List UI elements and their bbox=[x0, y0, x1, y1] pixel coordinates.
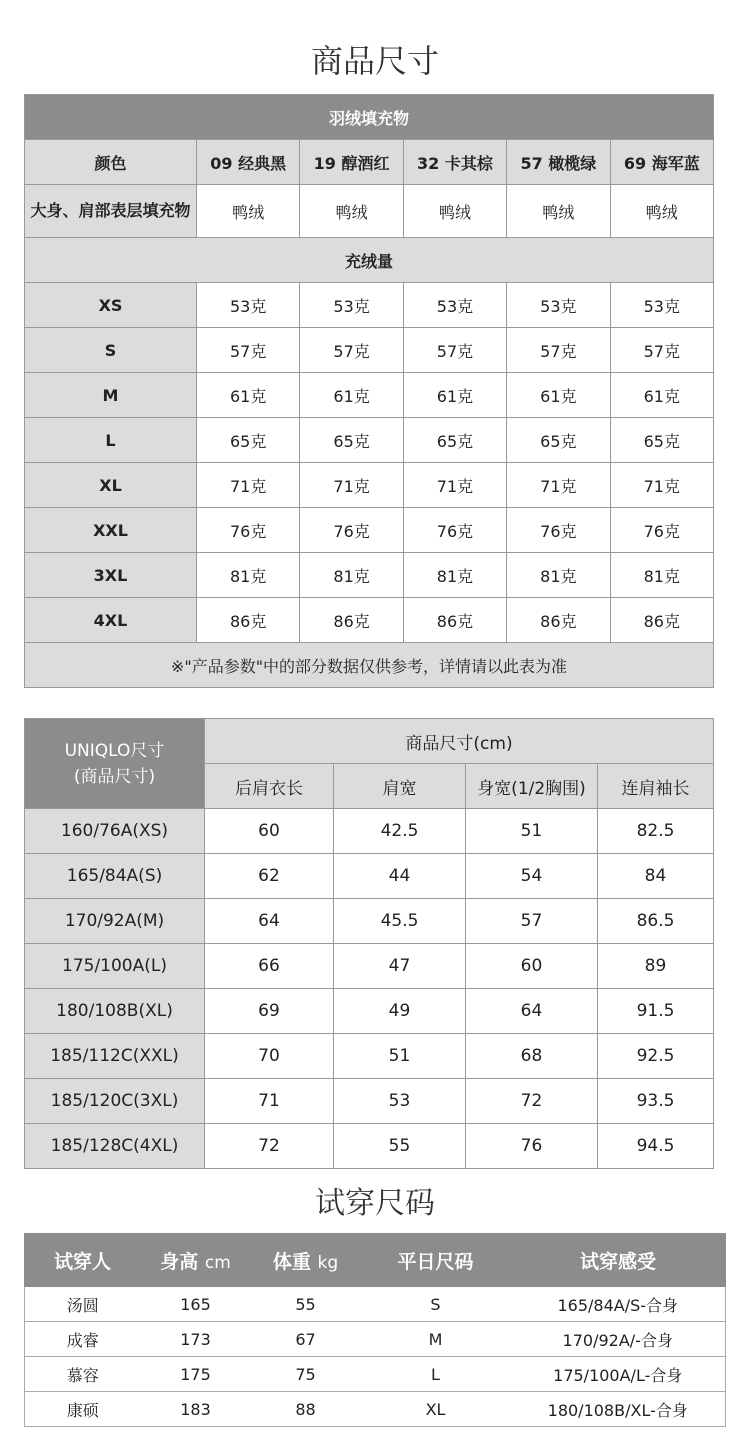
tester-name: 汤圆 bbox=[25, 1287, 141, 1322]
measure-cell: 49 bbox=[334, 989, 466, 1034]
measure-cell: 64 bbox=[205, 899, 334, 944]
fit-header bbox=[251, 1234, 361, 1287]
header-unit: cm bbox=[204, 1252, 231, 1273]
amount-cell: 53克 bbox=[403, 283, 506, 328]
column-header: 连肩袖长 bbox=[598, 764, 714, 809]
header-label: 体重 bbox=[272, 1250, 311, 1273]
height-cell: 173 bbox=[141, 1322, 251, 1357]
measure-cell: 51 bbox=[466, 809, 598, 854]
measure-cell: 44 bbox=[334, 854, 466, 899]
amount-cell: 71克 bbox=[507, 463, 610, 508]
amount-cell: 86克 bbox=[300, 598, 403, 643]
header-unit: kg bbox=[317, 1252, 339, 1273]
size-label: S bbox=[25, 328, 197, 373]
fill-row bbox=[25, 185, 714, 238]
amount-cell: 86克 bbox=[610, 598, 713, 643]
table-row bbox=[25, 508, 714, 553]
size-label: 175/100A(L) bbox=[25, 944, 205, 989]
fit-section-title: 试穿尺码 bbox=[315, 1186, 435, 1221]
height-cell: 165 bbox=[141, 1287, 251, 1322]
size-label: XS bbox=[25, 283, 197, 328]
measure-cell: 86.5 bbox=[598, 899, 714, 944]
color-cell: 69 海军蓝 bbox=[610, 140, 713, 185]
measure-cell: 55 bbox=[334, 1124, 466, 1169]
weight-cell: 55 bbox=[251, 1287, 361, 1322]
size-label: M bbox=[25, 373, 197, 418]
height-cell: 183 bbox=[141, 1392, 251, 1427]
size-group-header: 商品尺寸(cm) bbox=[205, 719, 714, 764]
column-header: 后肩衣长 bbox=[205, 764, 334, 809]
fill-cell: 鸭绒 bbox=[610, 185, 713, 238]
measure-cell: 72 bbox=[466, 1079, 598, 1124]
fill-cell: 鸭绒 bbox=[300, 185, 403, 238]
size-label: 180/108B(XL) bbox=[25, 989, 205, 1034]
amount-cell: 65克 bbox=[403, 418, 506, 463]
measure-cell: 84 bbox=[598, 854, 714, 899]
amount-cell: 81克 bbox=[507, 553, 610, 598]
size-label: 165/84A(S) bbox=[25, 854, 205, 899]
amount-cell: 76克 bbox=[610, 508, 713, 553]
corner-line-2: (商品尺寸) bbox=[73, 766, 156, 787]
size-label: XXL bbox=[25, 508, 197, 553]
color-row bbox=[25, 140, 714, 185]
amount-cell: 61克 bbox=[610, 373, 713, 418]
weight-cell: 67 bbox=[251, 1322, 361, 1357]
amount-cell: 53克 bbox=[507, 283, 610, 328]
tester-name: 康硕 bbox=[25, 1392, 141, 1427]
usual-size-cell: XL bbox=[361, 1392, 511, 1427]
amount-cell: 86克 bbox=[403, 598, 506, 643]
color-cell: 32 卡其棕 bbox=[403, 140, 506, 185]
table-row bbox=[25, 1079, 714, 1124]
amount-cell: 53克 bbox=[300, 283, 403, 328]
size-label: XL bbox=[25, 463, 197, 508]
measure-cell: 70 bbox=[205, 1034, 334, 1079]
fit-header bbox=[361, 1234, 511, 1287]
header-label: 身高 bbox=[160, 1250, 199, 1273]
down-fill-table bbox=[24, 94, 714, 688]
amount-cell: 53克 bbox=[197, 283, 300, 328]
weight-cell: 88 bbox=[251, 1392, 361, 1427]
table-row bbox=[25, 1357, 726, 1392]
measure-cell: 91.5 bbox=[598, 989, 714, 1034]
amount-cell: 61克 bbox=[300, 373, 403, 418]
amount-cell: 57克 bbox=[403, 328, 506, 373]
size-label: 185/112C(XXL) bbox=[25, 1034, 205, 1079]
amount-cell: 81克 bbox=[300, 553, 403, 598]
measure-cell: 45.5 bbox=[334, 899, 466, 944]
amount-header-row bbox=[25, 238, 714, 283]
measure-cell: 57 bbox=[466, 899, 598, 944]
measure-cell: 53 bbox=[334, 1079, 466, 1124]
size-label: 3XL bbox=[25, 553, 197, 598]
color-label: 颜色 bbox=[25, 140, 197, 185]
weight-cell: 75 bbox=[251, 1357, 361, 1392]
table-row bbox=[25, 283, 714, 328]
measure-cell: 64 bbox=[466, 989, 598, 1034]
table-row bbox=[25, 1034, 714, 1079]
table-row bbox=[25, 989, 714, 1034]
fit-header bbox=[141, 1234, 251, 1287]
usual-size-cell: S bbox=[361, 1287, 511, 1322]
measure-cell: 82.5 bbox=[598, 809, 714, 854]
measure-cell: 69 bbox=[205, 989, 334, 1034]
size-label: L bbox=[25, 418, 197, 463]
amount-cell: 61克 bbox=[507, 373, 610, 418]
size-label: 4XL bbox=[25, 598, 197, 643]
amount-cell: 57克 bbox=[507, 328, 610, 373]
measure-cell: 76 bbox=[466, 1124, 598, 1169]
measure-cell: 94.5 bbox=[598, 1124, 714, 1169]
table-row bbox=[25, 809, 714, 854]
table-row bbox=[25, 1322, 726, 1357]
tester-name: 慕容 bbox=[25, 1357, 141, 1392]
measure-cell: 60 bbox=[466, 944, 598, 989]
amount-cell: 61克 bbox=[403, 373, 506, 418]
measure-cell: 93.5 bbox=[598, 1079, 714, 1124]
table-row bbox=[25, 418, 714, 463]
amount-cell: 53克 bbox=[610, 283, 713, 328]
amount-cell: 57克 bbox=[197, 328, 300, 373]
amount-cell: 57克 bbox=[300, 328, 403, 373]
table-row bbox=[25, 373, 714, 418]
size-label: 160/76A(XS) bbox=[25, 809, 205, 854]
fill-cell: 鸭绒 bbox=[507, 185, 610, 238]
column-header: 肩宽 bbox=[334, 764, 466, 809]
measure-cell: 54 bbox=[466, 854, 598, 899]
fit-header-row bbox=[25, 1234, 726, 1287]
amount-cell: 76克 bbox=[403, 508, 506, 553]
size-label: 185/128C(4XL) bbox=[25, 1124, 205, 1169]
measure-cell: 68 bbox=[466, 1034, 598, 1079]
color-cell: 57 橄榄绿 bbox=[507, 140, 610, 185]
size-label: 185/120C(3XL) bbox=[25, 1079, 205, 1124]
measure-cell: 66 bbox=[205, 944, 334, 989]
fill-cell: 鸭绒 bbox=[197, 185, 300, 238]
amount-cell: 76克 bbox=[300, 508, 403, 553]
fill-label: 大身、肩部表层填充物 bbox=[25, 185, 197, 238]
size-label: 170/92A(M) bbox=[25, 899, 205, 944]
height-cell: 175 bbox=[141, 1357, 251, 1392]
table-row bbox=[25, 1392, 726, 1427]
size-section-title: 商品尺寸 bbox=[310, 42, 439, 80]
measure-cell: 71 bbox=[205, 1079, 334, 1124]
measure-cell: 42.5 bbox=[334, 809, 466, 854]
header-label: 平日尺码 bbox=[397, 1250, 474, 1273]
amount-cell: 71克 bbox=[610, 463, 713, 508]
fit-feel-cell: 170/92A/-合身 bbox=[511, 1322, 726, 1357]
fit-feel-cell: 175/100A/L-合身 bbox=[511, 1357, 726, 1392]
fill-cell: 鸭绒 bbox=[403, 185, 506, 238]
table-row bbox=[25, 854, 714, 899]
amount-cell: 81克 bbox=[403, 553, 506, 598]
measure-cell: 92.5 bbox=[598, 1034, 714, 1079]
note-row bbox=[25, 643, 714, 688]
size-table-corner bbox=[25, 719, 205, 809]
measure-cell: 47 bbox=[334, 944, 466, 989]
down-header-row bbox=[25, 95, 714, 140]
measure-cell: 72 bbox=[205, 1124, 334, 1169]
tester-name: 成睿 bbox=[25, 1322, 141, 1357]
amount-cell: 71克 bbox=[197, 463, 300, 508]
fit-feel-cell: 165/84A/S-合身 bbox=[511, 1287, 726, 1322]
amount-cell: 65克 bbox=[610, 418, 713, 463]
measure-cell: 89 bbox=[598, 944, 714, 989]
table-row bbox=[25, 1124, 714, 1169]
amount-cell: 81克 bbox=[197, 553, 300, 598]
table-row bbox=[25, 553, 714, 598]
amount-cell: 71克 bbox=[300, 463, 403, 508]
amount-cell: 81克 bbox=[610, 553, 713, 598]
measure-cell: 60 bbox=[205, 809, 334, 854]
fit-table bbox=[24, 1233, 726, 1427]
header-label: 试穿人 bbox=[53, 1250, 111, 1273]
usual-size-cell: M bbox=[361, 1322, 511, 1357]
amount-cell: 65克 bbox=[197, 418, 300, 463]
column-header: 身宽(1/2胸围) bbox=[466, 764, 598, 809]
amount-header: 充绒量 bbox=[25, 238, 714, 283]
fit-header bbox=[25, 1234, 141, 1287]
table-row bbox=[25, 944, 714, 989]
usual-size-cell: L bbox=[361, 1357, 511, 1392]
table-row bbox=[25, 1287, 726, 1322]
amount-cell: 61克 bbox=[197, 373, 300, 418]
amount-cell: 76克 bbox=[507, 508, 610, 553]
amount-cell: 57克 bbox=[610, 328, 713, 373]
amount-cell: 86克 bbox=[507, 598, 610, 643]
amount-cell: 71克 bbox=[403, 463, 506, 508]
fit-feel-cell: 180/108B/XL-合身 bbox=[511, 1392, 726, 1427]
measure-cell: 51 bbox=[334, 1034, 466, 1079]
corner-line-1: UNIQLO尺寸 bbox=[64, 740, 165, 761]
table-row bbox=[25, 463, 714, 508]
amount-cell: 65克 bbox=[507, 418, 610, 463]
amount-cell: 76克 bbox=[197, 508, 300, 553]
size-table bbox=[24, 718, 714, 1169]
color-cell: 09 经典黑 bbox=[197, 140, 300, 185]
amount-cell: 86克 bbox=[197, 598, 300, 643]
measure-cell: 62 bbox=[205, 854, 334, 899]
color-cell: 19 醇酒红 bbox=[300, 140, 403, 185]
fit-header bbox=[511, 1234, 726, 1287]
table-row bbox=[25, 598, 714, 643]
header-label: 试穿感受 bbox=[579, 1250, 656, 1273]
table-row bbox=[25, 328, 714, 373]
amount-cell: 65克 bbox=[300, 418, 403, 463]
note-text: ※"产品参数"中的部分数据仅供参考，详情请以此表为准 bbox=[25, 643, 714, 688]
down-header: 羽绒填充物 bbox=[25, 95, 714, 140]
table-row bbox=[25, 899, 714, 944]
